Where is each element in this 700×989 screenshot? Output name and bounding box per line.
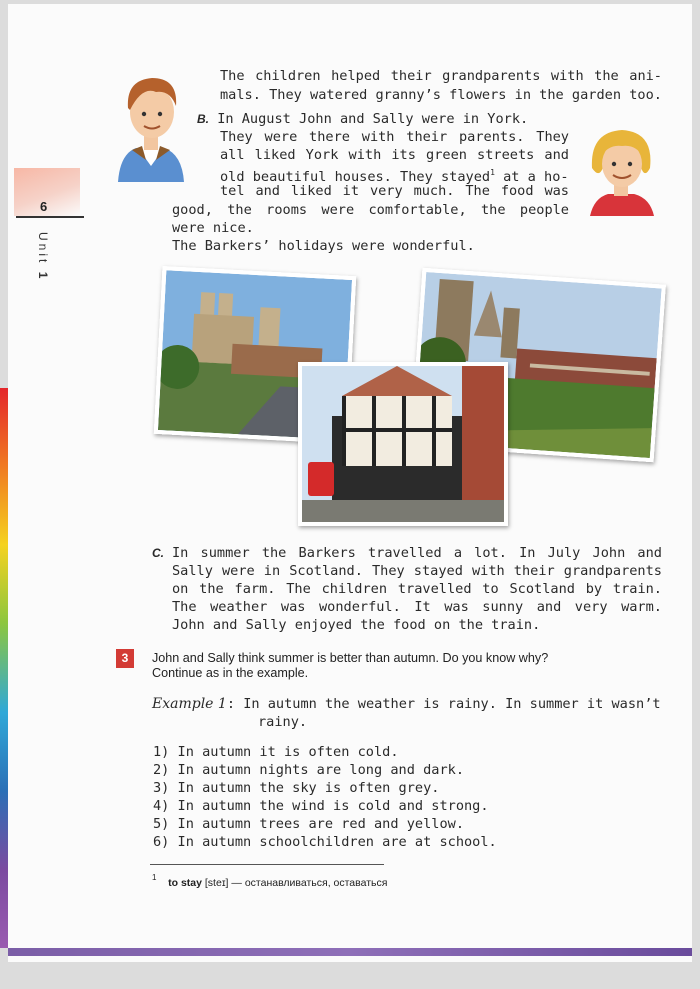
boy-illustration — [112, 70, 190, 184]
footnote-rule — [150, 864, 384, 865]
section-c-line-4: The weather was wonderful. It was sunny and very warm. — [172, 599, 662, 615]
footnote — [152, 873, 387, 889]
intro-line-1: The children helped their grandparents with the ani- — [220, 68, 662, 84]
section-b-line-4: old beautiful houses. They stayed — [220, 169, 491, 185]
page-number: 6 — [40, 199, 48, 214]
section-b-line-6: good, the rooms were comfortable, the people — [172, 202, 569, 218]
section-b-line-1-wrap — [197, 110, 528, 128]
intro-line-2: mals. They watered granny’s flowers in the garden too. — [220, 87, 662, 103]
section-c-line-5: John and Sally enjoyed the food on the train. — [172, 617, 541, 633]
section-c-line-3: on the farm. The children travelled to Scotland by train. — [172, 581, 662, 597]
section-c-line-1: In summer the Barkers travelled a lot. In July John and — [172, 545, 662, 561]
section-b-line-1: In August John and Sally were in York. — [217, 111, 529, 127]
exercise-item-3: 3) In autumn the sky is often grey. — [153, 780, 440, 796]
footnote-transcription: [steɪ] — [204, 877, 229, 889]
section-b-line-2: They were there with their parents. They — [220, 129, 569, 145]
page-number-rule — [16, 216, 84, 218]
example-line-1-wrap — [152, 695, 661, 713]
exercise-instruction-line-2: Continue as in the example. — [152, 666, 309, 680]
exercise-item-1: 1) In autumn it is often cold. — [153, 744, 399, 760]
footnote-mark: 1 — [152, 873, 157, 882]
example-line-2: rainy. — [258, 714, 308, 730]
section-b-marker: B. — [197, 112, 209, 126]
exercise-item-2: 2) In autumn nights are long and dark. — [153, 762, 464, 778]
footnote-translation: — останавливаться, оставаться — [231, 877, 388, 889]
girl-illustration — [582, 124, 660, 216]
section-b-line-8: The Barkers’ holidays were wonderful. — [172, 238, 475, 254]
unit-number: 1 — [36, 271, 50, 282]
exercise-item-4: 4) In autumn the wind is cold and strong. — [153, 798, 489, 814]
example-label: Example 1 — [152, 696, 227, 712]
footnote-word: to stay — [168, 877, 202, 889]
exercise-item-5: 5) In autumn trees are red and yellow. — [153, 816, 464, 832]
unit-label — [36, 232, 50, 281]
tudor-street-photo — [298, 362, 508, 526]
section-b-line-4-tail: at a ho- — [494, 169, 569, 185]
section-c-line-1-wrap — [152, 544, 164, 562]
section-c-marker: C. — [152, 546, 164, 560]
exercise-instruction-line-1: John and Sally think summer is better than autumn. Do you know why? — [152, 651, 549, 665]
section-c-line-2: Sally were in Scotland. They stayed with their grandparents — [172, 563, 662, 579]
section-b-line-3: all liked York with its green streets and — [220, 147, 569, 163]
exercise-item-6: 6) In autumn schoolchildren are at school. — [153, 834, 497, 850]
footnote-mark-1: 1 — [490, 168, 495, 177]
section-b-line-7: were nice. — [172, 220, 254, 236]
exercise-number-badge: 3 — [116, 649, 134, 668]
section-b-line-5: tel and liked it very much. The food was — [220, 183, 569, 199]
unit-word: Unit — [36, 232, 50, 266]
example-line-1: : In autumn the weather is rainy. In summer it wasn’t — [226, 696, 661, 712]
page-bottom-bar — [8, 948, 692, 956]
